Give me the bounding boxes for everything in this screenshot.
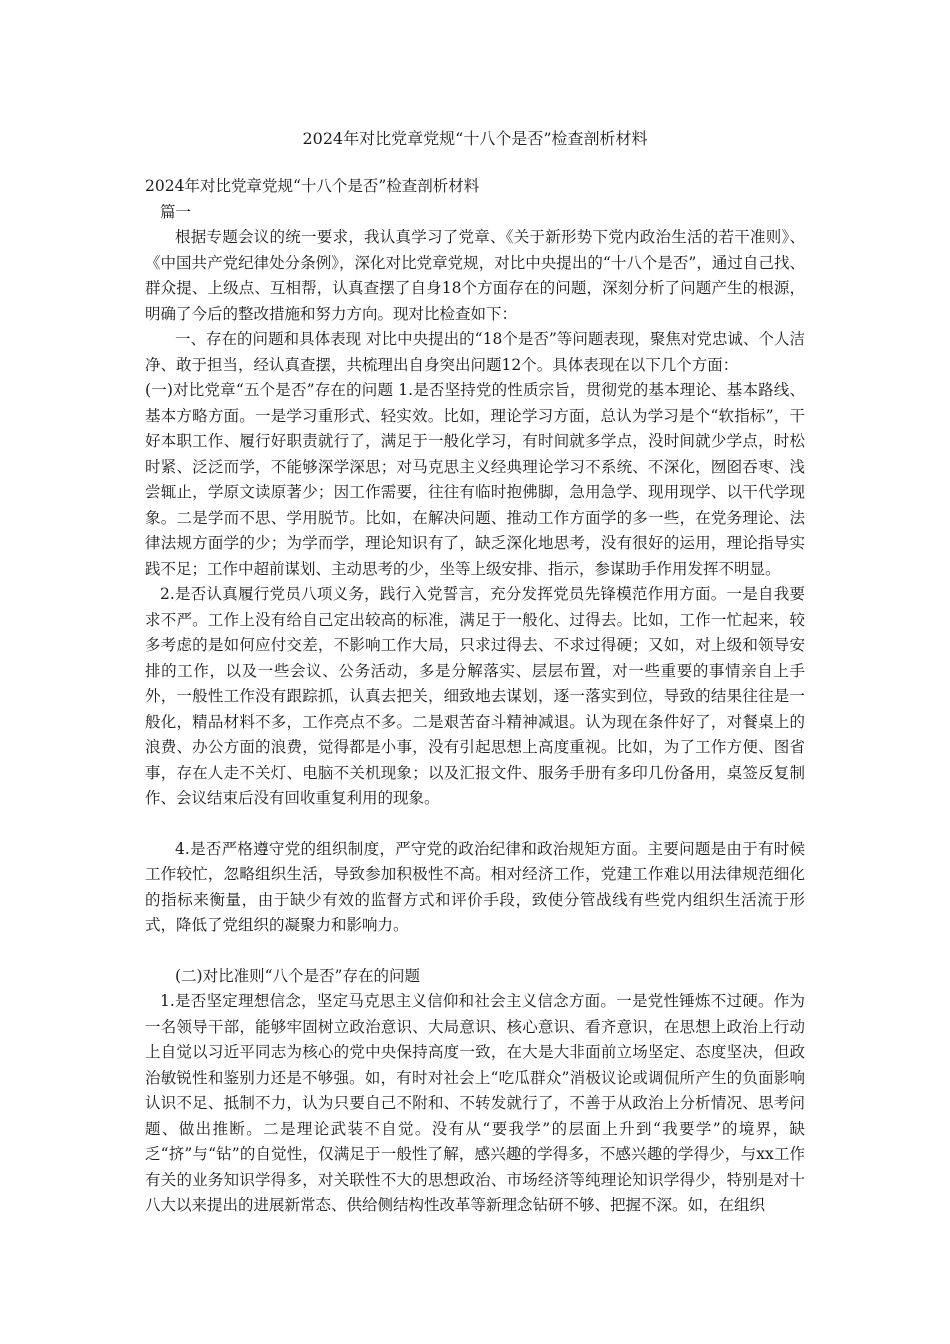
paragraph: 2.是否认真履行党员八项义务，践行入党誓言，充分发挥党员先锋模范作用方面。一是自我要求不严。工作上没有给自己定出较高的标准，满足于一般化、过得去。比如，工作一忙起来，较多考虑的是如何应付交差，不影响工作大局，只求过得去、不求过得硬；又如，对上级和领导安排的工作，以及一些会议、公务活动，多是分解落实、层层布置，对一些重要的事情亲自上手外，一般性工作没有跟踪抓，认真去把关，细致地去谋划，逐一落实到位，导致的结果往往是一般化，精品材料不多，工作亮点不多。二是艰苦奋斗精神减退。认为现在条件好了，对餐桌上的浪费、办公方面的浪费，觉得都是小事，没有引起思想上高度重视。比如，为了工作方便、图省事，存在人走不关灯、电脑不关机现象；以及汇报文件、服务手册有多印几份备用，桌签反复制作、会议结束后没有回收重复利用的现象。 [145, 585, 805, 807]
paragraph-gap [145, 812, 805, 837]
paragraph: 4.是否严格遵守党的组织制度，严守党的政治纪律和政治规矩方面。主要问题是由于有时候工作较忙，忽略组织生活，导致参加积极性不高。相对经济工作，党建工作难以用法律规范细化的指标来衡量，由于缺少有效的监督方式和评价手段，致使分管战线有些党内组织生活流于形式，降低了党组织的凝聚力和影响力。 [145, 839, 805, 934]
document-body [145, 174, 805, 1219]
paragraph: (一)对比党章“五个是否”存在的问题 1.是否坚持党的性质宗旨，贯彻党的基本理论、基本路线、基本方略方面。一是学习重形式、轻实效。比如，理论学习方面，总认为学习是个“软指标”，干好本职工作、履行好职责就行了，满足于一般化学习，有时间就多学点，没时间就少学点，时松时紧、泛泛而学，不能够深学深思；对马克思主义经典理论学习不系统、不深化，囫囵吞枣、浅尝辄止，学原文读原著少；因工作需要，往往有临时抱佛脚，急用急学、现用现学、以干代学现象。二是学而不思、学用脱节。比如，在解决问题、推动工作方面学的多一些，在党务理论、法律法规方面学的少；为学而学，理论知识有了，缺乏深化地思考，没有很好的运用，理论指导实践不足；工作中超前谋划、主动思考的少，坐等上级安排、指示，参谋助手作用发挥不明显。 [145, 381, 805, 578]
paragraph-gap [145, 939, 805, 964]
paragraph: 根据专题会议的统一要求，我认真学习了党章、《关于新形势下党内政治生活的若干准则》、《中国共产党纪律处分条例》，深化对比党章党规，对比中央提出的“十八个是否”，通过自己找、群众提、上级点、互相帮，认真查摆了自身18个方面存在的问题，深刻分析了问题产生的根源，明确了今后的整改措施和努力方向。现对比检查如下： [145, 228, 805, 323]
section-heading: (二)对比准则“八个是否”存在的问题 [175, 966, 420, 985]
paragraph: 1.是否坚定理想信念，坚定马克思主义信仰和社会主义信念方面。一是党性锤炼不过硬。作为一名领导干部，能够牢固树立政治意识、大局意识、核心意识、看齐意识，在思想上政治上行动上自觉以习近平同志为核心的党中央保持高度一致，在大是大非面前立场坚定、态度坚决，但政治敏锐性和鉴别力还是不够强。如，有时对社会上“吃瓜群众”消极议论或调侃所产生的负面影响认识不足、抵制不力，认为只要自己不附和、不转发就行了，不善于从政治上分析情况、思考问题、做出推断。二是理论武装不自觉。没有从“要我学”的层面上升到“我要学”的境界，缺乏“挤”与“钻”的自觉性，仅满足于一般性了解，感兴趣的学得多，不感兴趣的学得少，与xx工作有关的业务知识学得多，对关联性不大的思想政治、市场经济等纯理论知识学得少，特别是对十八大以来提出的进展新常态、供给侧结构性改革等新理念钻研不够、把握不深。如，在组织 [145, 992, 805, 1214]
section-label: 篇一 [160, 202, 192, 221]
document-title: 2024年对比党章党规“十八个是否”检查剖析材料 [302, 129, 648, 148]
document-subtitle: 2024年对比党章党规“十八个是否”检查剖析材料 [145, 177, 480, 195]
paragraph: 一、存在的问题和具体表现 对比中央提出的“18个是否”等问题表现，聚焦对党忠诚、个人洁净、敢于担当，经认真查摆，共梳理出自身突出问题12个。具体表现在以下几个方面： [145, 330, 805, 374]
